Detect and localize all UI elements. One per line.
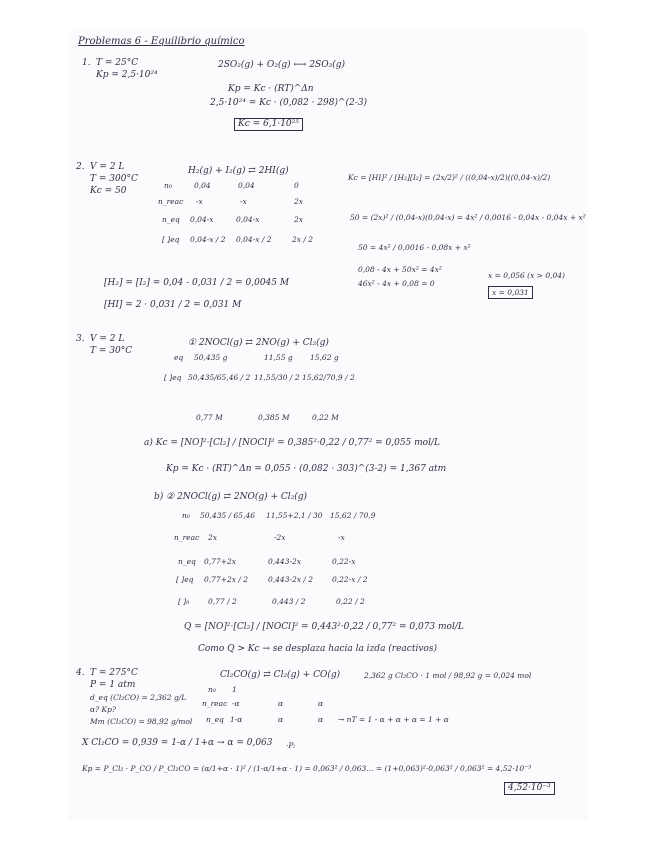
p4-row-nreac-co: α xyxy=(318,699,324,708)
p4-row-neq-cl2co: 1-α xyxy=(230,715,243,724)
p3-volume: V = 2 L xyxy=(90,334,125,344)
p4-kp-result: 4,52·10⁻³ xyxy=(504,782,555,795)
p4-row-neq-cl2: α xyxy=(278,715,284,724)
p3-b-ceq-cl2: 0,22-x / 2 xyxy=(332,575,368,584)
p2-row-n0-h2: 0,04 xyxy=(194,181,211,190)
p4-number: 4. xyxy=(76,668,85,678)
p4-molar-fraction: X Cl₂CO = 0,939 = 1-α / 1+α → α = 0,063 xyxy=(82,738,273,748)
p4-row-n0-label: n₀ xyxy=(208,685,216,694)
p4-temperature: T = 275°C xyxy=(90,668,138,678)
p3-part-b-reaction: b) ② 2NOCl(g) ⇄ 2NO(g) + Cl₂(g) xyxy=(154,492,308,502)
p2-row-ceq-h2: 0,04-x / 2 xyxy=(190,235,226,244)
p3-b-n0-nocl: 50,435 / 65,46 xyxy=(200,511,256,520)
p3-b-n0-no: 11,55+2,1 / 30 xyxy=(266,511,323,520)
p2-root2: x = 0,031 xyxy=(488,286,533,299)
p2-number: 2. xyxy=(76,162,85,172)
p3-ceq-cl2: 0,22 M xyxy=(312,413,339,422)
p2-row-n0-i2: 0,04 xyxy=(238,181,255,190)
p2-volume: V = 2 L xyxy=(90,162,125,172)
p3-b-ceq-label: [ ]eq xyxy=(176,575,194,584)
p2-row-ceq-hi: 2x / 2 xyxy=(292,235,314,244)
p3-row-ceq-no: 11,55/30 / 2 xyxy=(254,373,300,382)
p2-eq4: 46x² - 4x + 0,08 = 0 xyxy=(358,279,435,288)
p3-ceq-nocl: 0,77 M xyxy=(196,413,223,422)
p3-b-c0-cl2: 0,22 / 2 xyxy=(336,597,365,606)
p4-row-n0-cl2co: 1 xyxy=(232,685,237,694)
p4-row-neq-label: n_eq xyxy=(206,715,224,724)
p4-row-nreac-cl2: α xyxy=(278,699,284,708)
p2-kc-expression: Kc = [HI]² / [H₂][I₂] = (2x/2)² / ((0,04-x)/2)((0,04-x)/2) xyxy=(348,173,551,182)
p1-number: 1. xyxy=(82,58,91,68)
p2-reaction: H₂(g) + I₂(g) ⇄ 2HI(g) xyxy=(188,166,289,176)
p3-kp: Kp = Kc · (RT)^Δn = 0,055 · (0,082 · 303)^(3-2) = 1,367 atm xyxy=(166,464,447,474)
p3-b-nreac-label: n_reac xyxy=(174,533,200,542)
p3-b-n0-label: n₀ xyxy=(182,511,190,520)
p3-b-neq-nocl: 0,77+2x xyxy=(204,557,236,566)
p3-ceq-no: 0,385 M xyxy=(258,413,290,422)
p3-b-nreac-no: -2x xyxy=(274,533,286,542)
p2-row-neq-label: n_eq xyxy=(162,215,180,224)
p4-kp-expression: Kp = P_Cl₂ · P_CO / P_Cl₂CO = (α/1+α · 1)² / (1-α/1+α · 1) = 0,063² / 0,063... = (1+0,063)²·0,063² / 0,063² = 4,52·10⁻³ xyxy=(82,764,532,773)
p4-pressure: P = 1 atm xyxy=(90,680,136,690)
p4-density: d_eq (Cl₂CO) = 2,362 g/L xyxy=(90,693,187,702)
p4-row-neq-co: α xyxy=(318,715,324,724)
p3-row-ceq-cl2: 15,62/70,9 / 2 xyxy=(302,373,355,382)
p4-question: α? Kp? xyxy=(90,705,116,714)
p2-hi-concentration: [HI] = 2 · 0,031 / 2 = 0,031 M xyxy=(104,300,242,310)
p3-q-expression: Q = [NO]²·[Cl₂] / [NOCl]² = 0,443²·0,22 / 0,77² = 0,073 mol/L xyxy=(184,622,464,632)
p2-row-nreac-hi: 2x xyxy=(294,197,304,206)
p3-conclusion: Como Q > Kc → se desplaza hacia la izda (reactivos) xyxy=(198,644,437,654)
p3-b-nreac-cl2: -x xyxy=(338,533,345,542)
p2-row-neq-hi: 2x xyxy=(294,215,304,224)
p3-b-c0-label: [ ]₀ xyxy=(178,597,190,606)
p3-b-ceq-nocl: 0,77+2x / 2 xyxy=(204,575,249,584)
p3-number: 3. xyxy=(76,334,85,344)
p3-b-c0-nocl: 0,77 / 2 xyxy=(208,597,237,606)
p4-molar-mass: Mm (Cl₂CO) = 98,92 g/mol xyxy=(90,717,193,726)
p2-row-ceq-i2: 0,04-x / 2 xyxy=(236,235,272,244)
p1-reaction: 2SO₂(g) + O₂(g) ⟷ 2SO₃(g) xyxy=(218,60,345,70)
p3-row-eq-cl2: 15,62 g xyxy=(310,353,339,362)
p3-part-a: a) Kc = [NO]²·[Cl₂] / [NOCl]² = 0,385²·0,22 / 0,77² = 0,055 mol/L xyxy=(144,438,440,448)
p2-h2-concentration: [H₂] = [I₂] = 0,04 - 0,031 / 2 = 0,0045 M xyxy=(104,278,290,288)
p2-kc: Kc = 50 xyxy=(90,186,127,196)
p1-result: Kc = 6,1·10²⁵ xyxy=(234,118,303,131)
p4-row-nreac-cl2co: -α xyxy=(232,699,240,708)
p1-kp: Kp = 2,5·10²⁴ xyxy=(96,70,158,80)
p2-row-nreac-h2: -x xyxy=(196,197,203,206)
p4-conversion: 2,362 g Cl₂CO · 1 mol / 98,92 g = 0,024 mol xyxy=(364,671,532,680)
p3-b-n0-cl2: 15,62 / 70,9 xyxy=(330,511,376,520)
p2-row-neq-i2: 0,04-x xyxy=(236,215,260,224)
p1-line1: Kp = Kc · (RT)^Δn xyxy=(228,84,314,94)
p4-row-nreac-label: n_reac xyxy=(202,699,228,708)
p3-b-ceq-no: 0,443-2x / 2 xyxy=(268,575,314,584)
p2-row-ceq-label: [ ]eq xyxy=(162,235,180,244)
p3-b-nreac-nocl: 2x xyxy=(208,533,218,542)
p2-temperature: T = 300°C xyxy=(90,174,138,184)
p2-eq1: 50 = (2x)² / (0,04-x)(0,04-x) = 4x² / 0,0016 - 0,04x - 0,04x + x² xyxy=(350,213,586,222)
p2-root1: x = 0,056 (x > 0,04) xyxy=(488,271,565,280)
p3-row-eq-nocl: 50,435 g xyxy=(194,353,228,362)
p4-reaction: Cl₂CO(g) ⇄ Cl₂(g) + CO(g) xyxy=(220,670,341,680)
p2-row-nreac-label: n_reac xyxy=(158,197,184,206)
notebook-page xyxy=(68,30,588,820)
p3-row-ceq-label: [ ]eq xyxy=(164,373,182,382)
p2-row-nreac-i2: -x xyxy=(240,197,247,206)
p3-row-eq-no: 11,55 g xyxy=(264,353,293,362)
p2-row-n0-hi: 0 xyxy=(294,181,299,190)
p3-b-neq-no: 0,443-2x xyxy=(268,557,302,566)
p3-row-ceq-nocl: 50,435/65,46 / 2 xyxy=(188,373,251,382)
p1-line2: 2,5·10²⁴ = Kc · (0,082 · 298)^(2-3) xyxy=(210,98,368,108)
p3-b-neq-cl2: 0,22-x xyxy=(332,557,356,566)
p2-row-n0-label: n₀ xyxy=(164,181,172,190)
p4-partial-pressure-note: ·Pᵢ xyxy=(286,741,295,750)
p4-total-moles: → nT = 1 - α + α + α = 1 + α xyxy=(338,715,449,724)
p2-eq3: 0,08 - 4x + 50x² = 4x² xyxy=(358,265,442,274)
p3-row-eq-label: eq xyxy=(174,353,184,362)
p3-temperature: T = 30°C xyxy=(90,346,133,356)
p2-eq2: 50 = 4x² / 0,0016 - 0,08x + x² xyxy=(358,243,471,252)
p3-reaction: ① 2NOCl(g) ⇄ 2NO(g) + Cl₂(g) xyxy=(188,338,329,348)
p3-b-c0-no: 0,443 / 2 xyxy=(272,597,306,606)
p3-b-neq-label: n_eq xyxy=(178,557,196,566)
p2-row-neq-h2: 0,04-x xyxy=(190,215,214,224)
page-title: Problemas 6 - Equilibrio químico xyxy=(78,36,245,47)
p1-temperature: T = 25°C xyxy=(96,58,139,68)
